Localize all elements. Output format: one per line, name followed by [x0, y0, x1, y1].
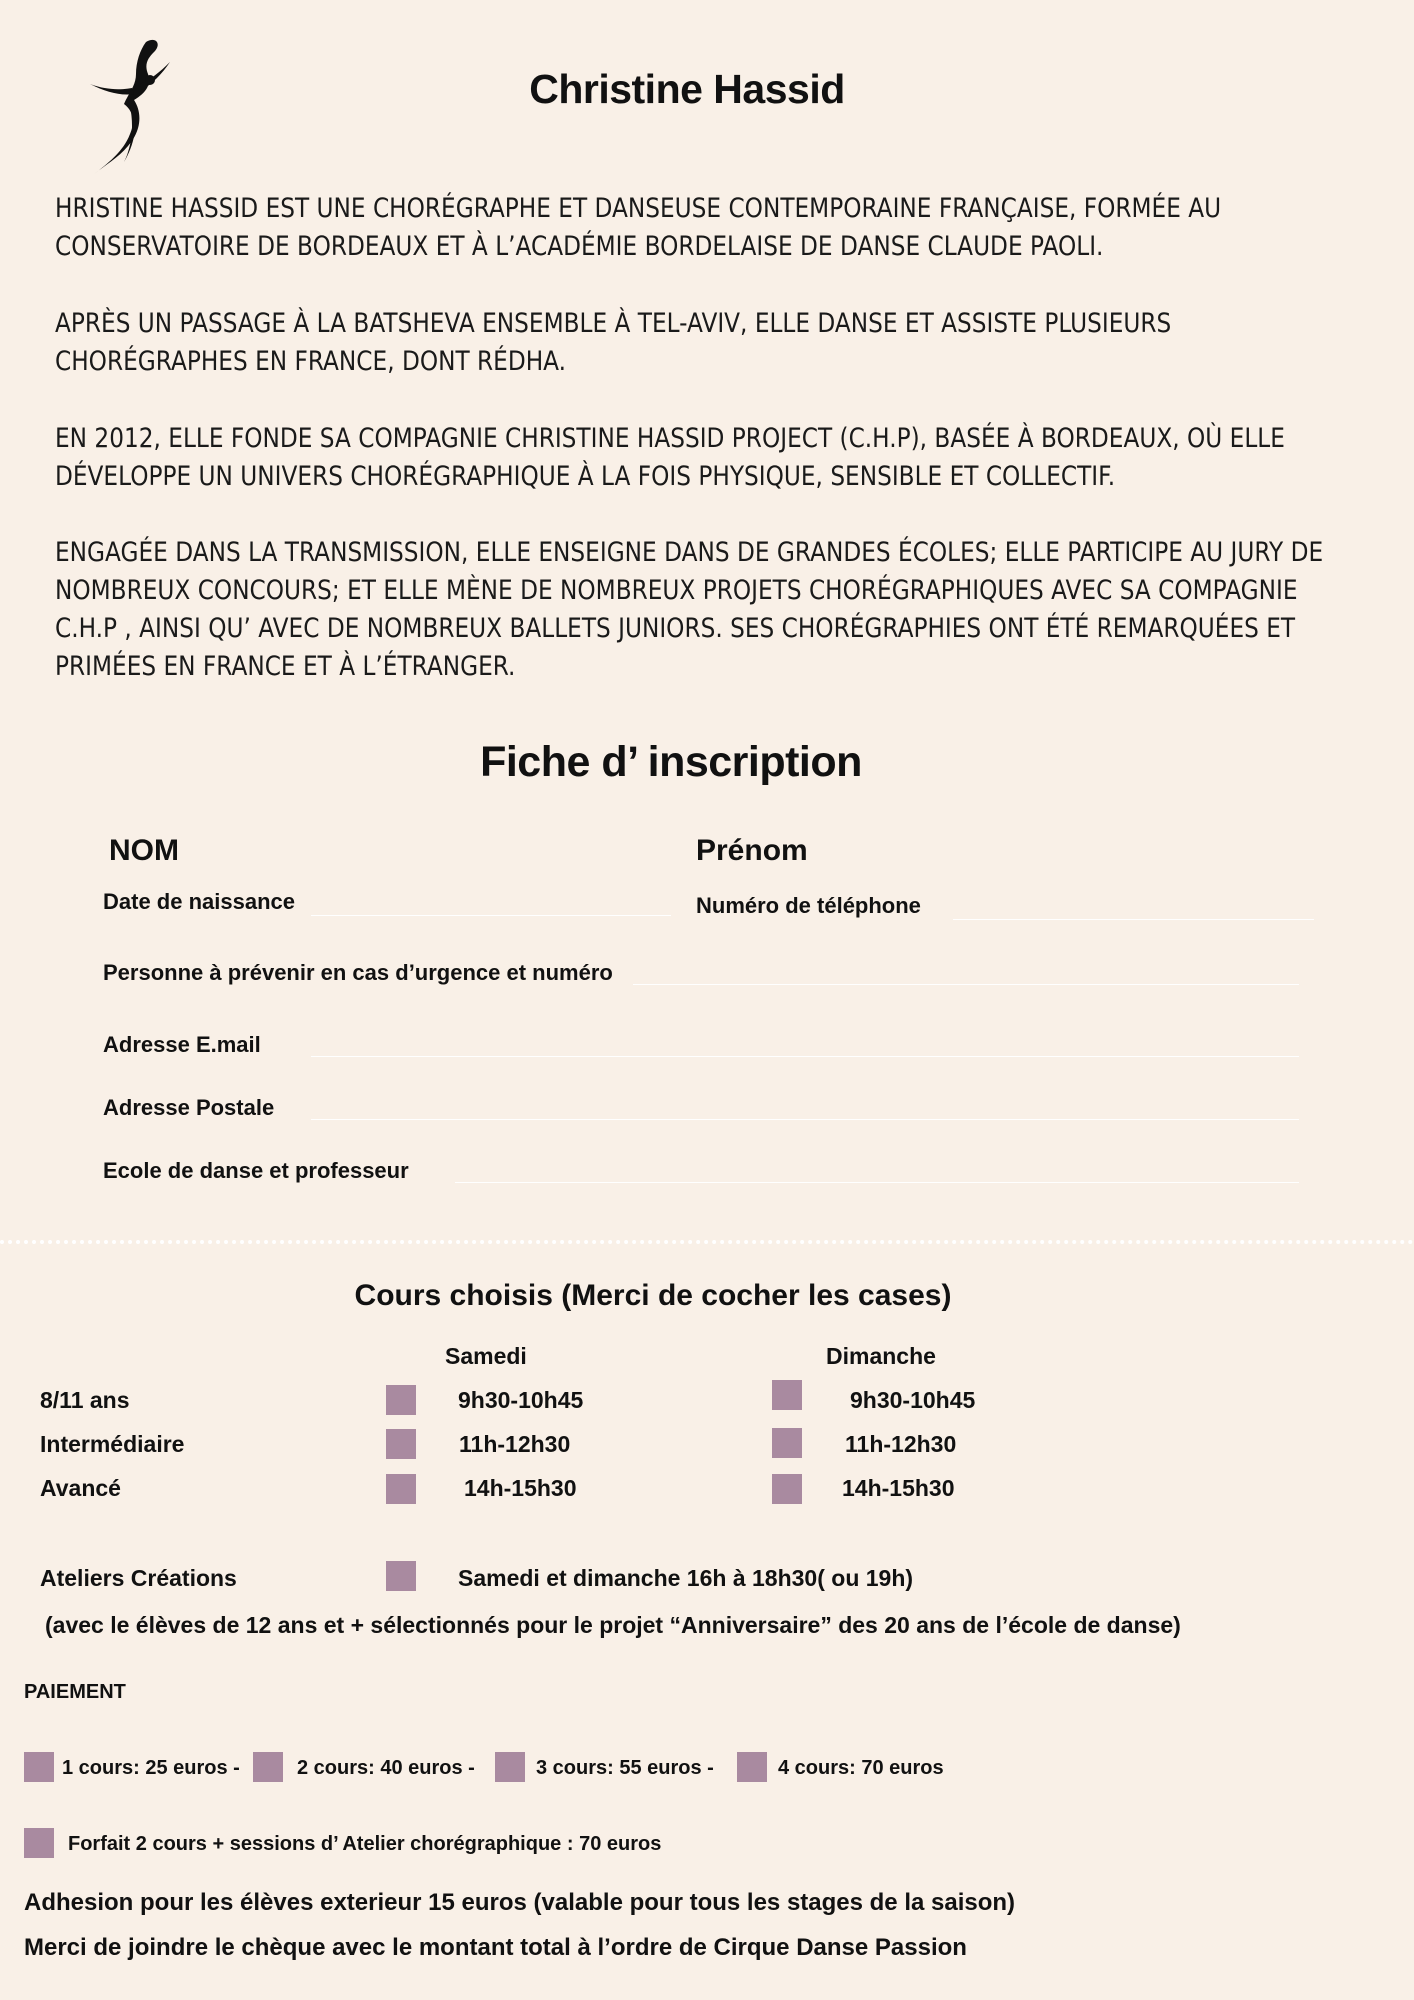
bio-paragraph-3: EN 2012, ELLE FONDE SA COMPAGNIE CHRISTINE HASSID PROJECT (C.H.P), BASÉE À BORDEAUX, OÙ ELLE DÉVELOPPE UN UNIVERS CHORÉGRAPHIQUE À LA FOIS PHYSIQUE, SENSIBLE ET COLLECTIF. — [55, 423, 1285, 492]
checkbox-payment-2[interactable] — [253, 1752, 283, 1782]
section-divider — [0, 1240, 1414, 1244]
time-label: 14h-15h30 — [842, 1475, 955, 1501]
payment-option: 1 cours: 25 euros - — [62, 1757, 240, 1779]
payment-option: 2 cours: 40 euros - — [297, 1757, 475, 1779]
urgence-field[interactable] — [633, 984, 1299, 985]
payment-option: 4 cours: 70 euros — [778, 1757, 944, 1779]
forfait-label: Forfait 2 cours + sessions d’ Atelier chorégraphique : 70 euros — [68, 1833, 662, 1855]
checkbox-samedi-intermediaire[interactable] — [386, 1429, 416, 1459]
telephone-label: Numéro de téléphone — [696, 893, 921, 918]
time-label: 11h-12h30 — [459, 1431, 571, 1457]
checkbox-payment-3[interactable] — [495, 1752, 525, 1782]
page-title: Christine Hassid — [529, 66, 845, 112]
checkbox-samedi-8-11[interactable] — [386, 1385, 416, 1415]
level-label: Intermédiaire — [40, 1431, 185, 1457]
checkbox-dimanche-intermediaire[interactable] — [772, 1428, 802, 1458]
level-label: 8/11 ans — [40, 1387, 130, 1413]
atelier-label: Ateliers Créations — [40, 1565, 237, 1591]
cheque-note: Merci de joindre le chèque avec le montant total à l’ordre de Cirque Danse Passion — [24, 1934, 967, 1961]
atelier-time: Samedi et dimanche 16h à 18h30( ou 19h) — [458, 1565, 914, 1591]
dimanche-header: Dimanche — [826, 1343, 936, 1369]
atelier-note: (avec le élèves de 12 ans et + sélectionnés pour le projet “Anniversaire” des 20 ans de l’école de danse) — [45, 1612, 1181, 1638]
checkbox-atelier[interactable] — [386, 1561, 416, 1591]
date-naissance-label: Date de naissance — [103, 889, 295, 914]
ecole-label: Ecole de danse et professeur — [103, 1158, 409, 1183]
checkbox-dimanche-avance[interactable] — [772, 1474, 802, 1504]
time-label: 11h-12h30 — [845, 1431, 957, 1457]
telephone-field[interactable] — [953, 919, 1314, 920]
email-label: Adresse E.mail — [103, 1032, 261, 1057]
time-label: 9h30-10h45 — [458, 1387, 584, 1413]
nom-label: NOM — [109, 834, 179, 867]
samedi-header: Samedi — [445, 1343, 527, 1369]
email-field[interactable] — [311, 1056, 1299, 1057]
form-title: Fiche d’ inscription — [480, 738, 862, 786]
prenom-label: Prénom — [696, 834, 808, 867]
payment-option: 3 cours: 55 euros - — [536, 1757, 714, 1779]
time-label: 14h-15h30 — [464, 1475, 577, 1501]
checkbox-forfait[interactable] — [24, 1828, 54, 1858]
checkbox-payment-4[interactable] — [737, 1752, 767, 1782]
time-label: 9h30-10h45 — [850, 1387, 976, 1413]
level-label: Avancé — [40, 1475, 121, 1501]
urgence-label: Personne à prévenir en cas d’urgence et numéro — [103, 960, 613, 985]
bio-paragraph-1: HRISTINE HASSID EST UNE CHORÉGRAPHE ET DANSEUSE CONTEMPORAINE FRANÇAISE, FORMÉE AU CONSERVATOIRE DE BORDEAUX ET À L’ACADÉMIE BORDELAISE DE DANSE CLAUDE PAOLI. — [55, 193, 1222, 262]
adhesion-note: Adhesion pour les élèves exterieur 15 euros (valable pour tous les stages de la saison) — [24, 1889, 1016, 1916]
bio-paragraph-2: APRÈS UN PASSAGE À LA BATSHEVA ENSEMBLE À TEL-AVIV, ELLE DANSE ET ASSISTE PLUSIEURS CHORÉGRAPHES EN FRANCE, DONT RÉDHA. — [55, 308, 1172, 377]
checkbox-dimanche-8-11[interactable] — [772, 1380, 802, 1410]
checkbox-samedi-avance[interactable] — [386, 1474, 416, 1504]
payment-title: PAIEMENT — [24, 1681, 126, 1703]
adresse-label: Adresse Postale — [103, 1095, 275, 1120]
ecole-field[interactable] — [455, 1182, 1299, 1183]
checkbox-payment-1[interactable] — [24, 1752, 54, 1782]
bio-paragraph-4: ENGAGÉE DANS LA TRANSMISSION, ELLE ENSEIGNE DANS DE GRANDES ÉCOLES; ELLE PARTICIPE AU JURY DE NOMBREUX CONCOURS; ET ELLE MÈNE DE NOMBREUX PROJETS CHORÉGRAPHIQUES AVEC SA COMPAGNIE C.H.P , AINSI QU’ AVEC DE NOMBREUX BALLETS JUNIORS. SES CHORÉGRAPHIES ONT ÉTÉ REMARQUÉES ET PRIMÉES EN FRANCE ET À L’ÉTRANGER. — [55, 537, 1324, 682]
date-naissance-field[interactable] — [311, 915, 671, 916]
adresse-field[interactable] — [311, 1119, 1299, 1120]
courses-title: Cours choisis (Merci de cocher les cases) — [354, 1279, 952, 1312]
